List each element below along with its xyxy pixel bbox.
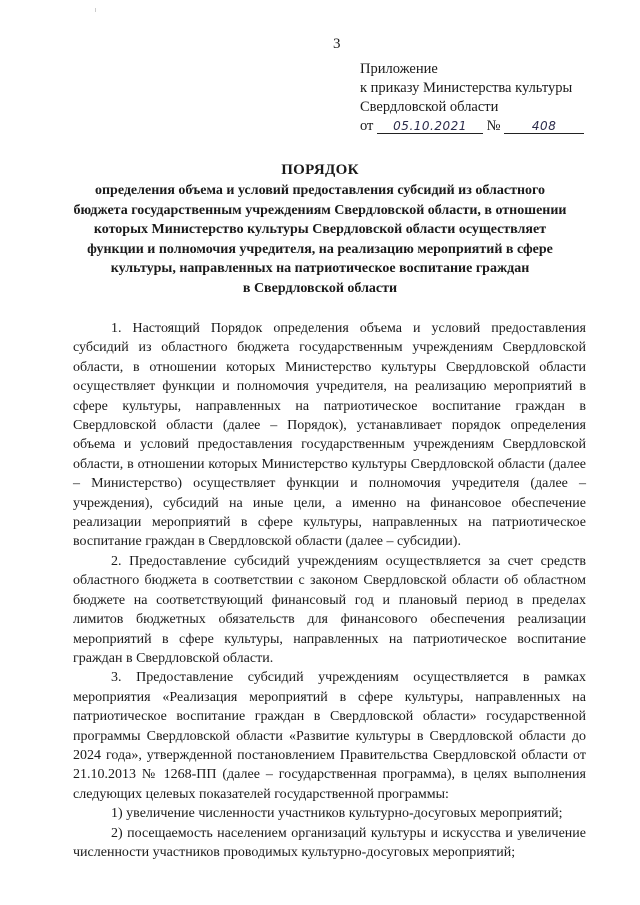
number-prefix: № — [486, 118, 501, 134]
document-body — [73, 319, 586, 862]
title-subtitle — [70, 181, 570, 298]
appendix-header — [360, 60, 584, 136]
appendix-line-2: к приказу Министерства культуры — [360, 80, 573, 96]
page-number: 3 — [333, 36, 341, 52]
subtitle-line: бюджета государственным учреждениям Свердловской области, в отношении — [73, 202, 567, 218]
title-main: ПОРЯДОК — [281, 162, 359, 178]
order-number-value: 408 — [504, 119, 584, 134]
subtitle-line: определения объема и условий предоставления субсидий из областного — [94, 183, 546, 198]
paragraph-3: 3. Предоставление субсидий учреждениям осуществляется в рамках мероприятия «Реализация мероприятий в сфере культуры, направленных на патриотическое воспитание граждан в Свердловской области» государственной программы Свердловской области «Развитие культуры в Свердловской области до 2024 года», утвержденной постановлением Правительства Свердловской области от 21.10.2013 № 1268-ПП (далее – государственная программа), в целях выполнения следующих целевых показателей государственной программы: — [73, 670, 586, 802]
subtitle-line: в Свердловской области — [242, 280, 398, 296]
subtitle-line: которых Министерство культуры Свердловской области осуществляет — [93, 222, 547, 237]
subtitle-line: функции и полномочия учредителя, на реализацию мероприятий в сфере — [87, 241, 553, 257]
paragraph-2: 2. Предоставление субсидий учреждениям осуществляется за счет средств областного бюджета в соответствии с законом Свердловской области об областном бюджете на соответствующий финансовый год и плановый период в пределах лимитов бюджетных обязательств для финансового обеспечения реализации мероприятий в сфере культуры, направленных на патриотическое воспитание граждан в Свердловской области. — [73, 553, 586, 666]
list-item-1: 1) увеличение численности участников культурно-досуговых мероприятий; — [111, 806, 563, 822]
appendix-line-3: Свердловской области — [360, 99, 499, 115]
subtitle-line: культуры, направленных на патриотическое воспитание граждан — [110, 261, 530, 276]
list-item-2: 2) посещаемость населением организаций культуры и искусства и увеличение численности участников проводимых культурно-досуговых мероприятий; — [73, 825, 586, 860]
date-value: 05.10.2021 — [377, 119, 483, 134]
appendix-date-row — [360, 117, 584, 136]
date-prefix: от — [360, 118, 374, 134]
paragraph-1: 1. Настоящий Порядок определения объема и условий предоставления субсидий из областного бюджета государственным учреждениям Свердловской области, в отношении которых Министерство культуры Свердловской области осуществляет функции и полномочия учредителя, на реализацию мероприятий в сфере культуры, направленных на патриотическое воспитание граждан в Свердловской области (далее – Порядок), устанавливает порядок определения объема и условий предоставления государственным учреждениям Свердловской области, в отношении которых Министерство культуры Свердловской области (далее – Министерство) осуществляет функции и полномочия учредителя (далее – учреждения), субсидий на иные цели, а именно на финансовое обеспечение реализации мероприятий в сфере культуры, направленных на патриотическое воспитание граждан в Свердловской области (далее – субсидии). — [73, 321, 586, 550]
scan-artifact — [95, 8, 96, 12]
appendix-line-1: Приложение — [360, 61, 438, 77]
document-title — [70, 162, 570, 298]
